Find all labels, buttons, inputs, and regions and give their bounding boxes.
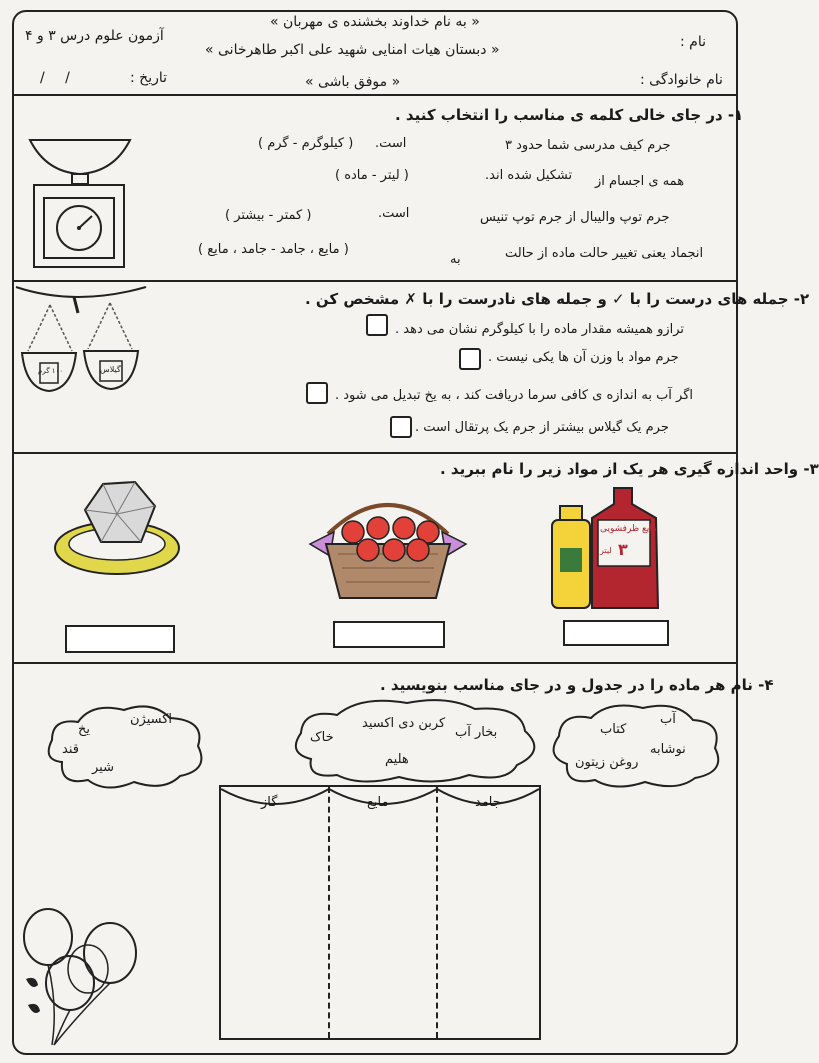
q4-title: ۴- نام هر ماده را در جدول و در جای مناسب بنویسید . — [380, 676, 774, 694]
divider — [12, 662, 738, 664]
school-name: « دبستان هیات امنایی شهید علی اکبر طاهرخانی » — [205, 42, 500, 58]
q1-item4-blank: به — [450, 252, 461, 267]
divider — [12, 280, 738, 282]
balance-scale-icon — [14, 283, 149, 403]
q2-check-box-4[interactable] — [390, 416, 412, 438]
q1-item3-blank: است. — [378, 206, 410, 221]
cloud-right — [545, 700, 725, 792]
cloud-middle-word-2: بخار آب — [455, 725, 498, 740]
bottle-unit: لیتر — [600, 546, 612, 555]
answer-box-bottles[interactable] — [563, 620, 669, 646]
q1-item4-text: انجماد یعنی تغییر حالت ماده از حالت — [505, 246, 704, 261]
q2-title: ۲- جمله های درست را با ✓ و جمله های نادرست را با ✗ مشخص کن . — [305, 290, 810, 308]
column-divider — [436, 787, 438, 1038]
q1-item2-options: ( لیتر - ماده ) — [335, 168, 409, 183]
q1-item2-blank: تشکیل شده اند. — [485, 168, 573, 183]
scale-weight-label: ۱۰۰ گرم — [38, 367, 64, 375]
date-value: / / — [40, 70, 78, 86]
q3-title: ۳- واحد اندازه گیری هر یک از مواد زیر را نام ببرید . — [440, 460, 819, 478]
q1-item3-options: ( کمتر - بیشتر ) — [225, 208, 312, 223]
cloud-middle-word-1: کربن دی اکسید — [362, 716, 446, 731]
kitchen-scale-icon — [22, 130, 142, 275]
q1-item1-text: جرم کیف مدرسی شما حدود ۳ — [505, 138, 671, 153]
cloud-middle-word-4: هلیم — [385, 752, 409, 767]
q2-check-box-1[interactable] — [366, 314, 388, 336]
q2-item4: جرم یک گیلاس بیشتر از جرم یک پرتقال است . — [415, 420, 669, 435]
cloud-left-word-2: یخ — [78, 722, 91, 737]
exam-title: آزمون علوم درس ۳ و ۴ — [25, 28, 164, 44]
q2-check-box-3[interactable] — [306, 382, 328, 404]
family-label: نام خانوادگی : — [640, 72, 723, 88]
column-liquid: مایع — [367, 795, 389, 810]
divider — [12, 94, 738, 96]
cloud-right-word-1: آب — [660, 712, 676, 727]
q2-item3: اگر آب به اندازه ی کافی سرما دریافت کند ، به یخ تبدیل می شود . — [335, 388, 694, 403]
bottle-label: مایع ظرفشویی — [600, 524, 657, 534]
cloud-left-word-3: قند — [62, 742, 79, 757]
cloud-right-word-3: نوشابه — [650, 742, 686, 757]
q2-item1: ترازو همیشه مقدار ماده را با کیلوگرم نشان می دهد . — [395, 322, 685, 337]
q2-item2: جرم مواد با وزن آن ها یکی نیست . — [488, 350, 679, 365]
q1-title: ۱- در جای خالی کلمه ی مناسب را انتخاب کنید . — [395, 106, 744, 124]
q1-item1-blank: است. — [375, 136, 407, 151]
bottle-number: ۳ — [618, 540, 628, 559]
answer-box-apples[interactable] — [333, 621, 445, 648]
answer-box-ring[interactable] — [65, 625, 175, 653]
cloud-left-word-4: شیر — [92, 760, 114, 775]
q2-check-box-2[interactable] — [459, 348, 481, 370]
bismillah: « به نام خداوند بخشنده ی مهربان » — [270, 14, 480, 30]
good-luck: « موفق باشی » — [305, 74, 401, 90]
diamond-ring-icon — [45, 470, 190, 590]
q1-item3-text: جرم توپ والیبال از جرم توپ تنیس — [480, 210, 670, 225]
apple-basket-icon — [308, 484, 468, 604]
q1-item1-options: ( کیلوگرم - گرم ) — [258, 136, 354, 151]
cloud-left-word-1: اکسیژن — [130, 712, 173, 727]
cloud-middle-word-3: خاک — [310, 730, 334, 745]
scale-cherry-label: گیلاس — [100, 365, 121, 374]
classification-table — [219, 785, 541, 1040]
balloons-icon — [18, 905, 153, 1055]
cloud-right-word-2: کتاب — [600, 722, 627, 737]
q1-item4-options: ( مایع ، جامد - جامد ، مایع ) — [198, 242, 349, 257]
column-solid: جامد — [475, 795, 501, 810]
date-label: تاریخ : — [130, 70, 168, 86]
divider — [12, 452, 738, 454]
cloud-right-word-4: روغن زیتون — [575, 755, 639, 770]
name-label: نام : — [680, 34, 706, 50]
column-gas: گاز — [261, 795, 278, 810]
column-divider — [328, 787, 330, 1038]
q1-item2-text: همه ی اجسام از — [595, 174, 685, 189]
